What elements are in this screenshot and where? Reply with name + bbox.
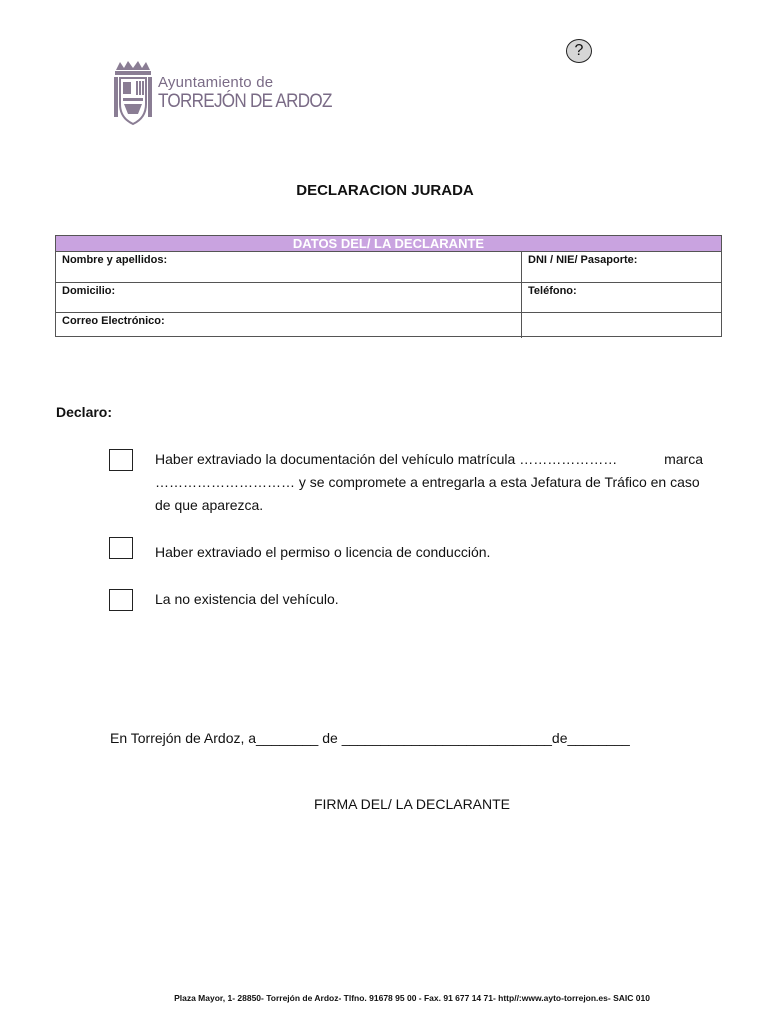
date-line: En Torrejón de Ardoz, a________ de ___________________________de________ (110, 730, 630, 746)
name-field[interactable]: Nombre y apellidos: (56, 252, 522, 282)
checkbox-vehicle-nonexistence[interactable] (109, 589, 133, 611)
coat-of-arms-icon (110, 60, 156, 128)
table-row (56, 283, 721, 313)
id-document-field[interactable]: DNI / NIE/ Pasaporte: (528, 254, 638, 266)
table-header: DATOS DEL/ LA DECLARANTE (56, 236, 721, 252)
option-1-line-2: ………………………… y se compromete a entregarla a esta Jefatura de Tráfico en caso (155, 474, 700, 490)
declaro-label: Declaro: (56, 404, 113, 420)
table-row (56, 313, 721, 338)
logo-line-torrejon: TORREJÓN DE ARDOZ (158, 91, 332, 112)
email-field[interactable]: Correo Electrónico: (56, 313, 522, 338)
option-1-marca: marca (664, 451, 703, 467)
help-button[interactable] (566, 39, 592, 63)
option-1-line-3: de que aparezca. (155, 497, 264, 513)
checkbox-lost-license[interactable] (109, 537, 133, 559)
page-title: DECLARACION JURADA (296, 182, 474, 199)
empty-field[interactable] (522, 313, 721, 338)
municipal-logo (110, 60, 332, 128)
option-lost-license: Haber extraviado el permiso o licencia de conducción. (155, 544, 491, 560)
option-lost-vehicle-docs (155, 448, 717, 517)
checkbox-lost-vehicle-docs[interactable] (109, 449, 133, 471)
footer: Plaza Mayor, 1- 28850- Torrejón de Ardoz- Tlfno. 91678 95 00 - Fax. 91 677 14 71- http//:www.ayto-torrejon.es- SAIC 010 (174, 993, 650, 1003)
table-row (56, 252, 721, 283)
signature-label: FIRMA DEL/ LA DECLARANTE (313, 796, 511, 812)
question-icon: ? (574, 42, 584, 59)
logo-line-ayuntamiento: Ayuntamiento de (158, 74, 274, 91)
option-vehicle-nonexistence: La no existencia del vehículo. (155, 591, 339, 607)
address-field[interactable]: Domicilio: (56, 283, 522, 312)
phone-field[interactable]: Teléfono: (528, 285, 577, 297)
declarant-data-table (55, 235, 722, 337)
option-1-line-1: Haber extraviado la documentación del vehículo matrícula ………………… (155, 451, 618, 467)
